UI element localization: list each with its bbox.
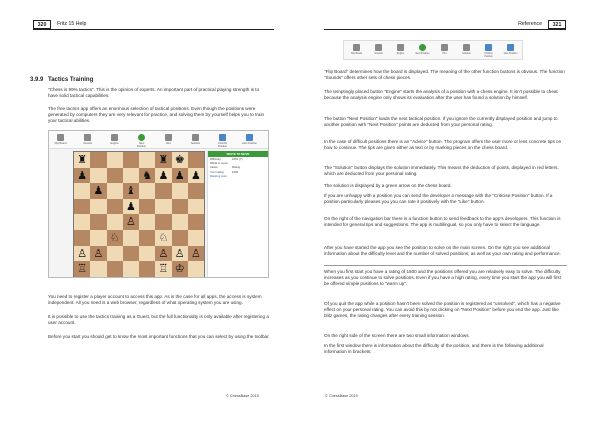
board-square[interactable]: [155, 152, 171, 168]
app-toolbar: [49, 131, 268, 149]
running-title: Fritz 15 Help: [57, 21, 87, 27]
solution-icon: [192, 134, 199, 141]
chess-piece-icon: ♔: [174, 262, 185, 276]
criticize-icon: [485, 44, 492, 51]
toolbar-button-label: Sounds: [83, 142, 92, 145]
toolbar-button[interactable]: [502, 44, 519, 55]
board-square[interactable]: [172, 199, 188, 215]
board-square[interactable]: [107, 261, 123, 277]
chess-piece-icon: ♚: [174, 153, 185, 166]
toolbar-button-label: Next Position: [136, 142, 147, 148]
hint-icon: [165, 134, 172, 141]
flip-board-icon: [353, 44, 360, 51]
paragraph: In the case of difficult positions there is an "Advice" button. The program offers the user more or less concrete tips on how to continue. The tips are given either as text or by marking pieces on the chess board.: [324, 139, 562, 151]
board-square[interactable]: [172, 246, 188, 262]
paragraph: It is possible to use the tactics training as a Guest, but the full functionality is only available after registering a user account.: [48, 314, 269, 326]
toolbar-button[interactable]: [134, 134, 149, 148]
like-icon: [507, 44, 514, 51]
sounds-icon: [84, 134, 91, 141]
chess-piece-icon: ♝: [125, 184, 136, 198]
board-square[interactable]: [155, 183, 171, 199]
board-square[interactable]: [90, 214, 106, 230]
toolbar-button[interactable]: [480, 44, 497, 58]
tactics-app-screenshot: [48, 130, 269, 278]
board-square[interactable]: [123, 152, 139, 168]
board-square[interactable]: [74, 246, 90, 262]
section-title: Tactics Training: [48, 77, 94, 83]
criticize-icon: [219, 134, 226, 141]
board-square[interactable]: [74, 261, 90, 277]
toolbar-button[interactable]: [458, 44, 475, 55]
paragraph: "Chess is 99% tactics". This is the opinion of experts. An important part of practical playing strength is to have solid tactical capabilities.: [48, 87, 260, 99]
paragraph: Of you quit the app while a position hasn't been solved the position is registered as "unsolved", which has a negative effect on your personal rating. You can avoid this by not clicking on "Next Position" before you end the app. Just like blitz games, the rating changes after every training session.: [324, 301, 561, 319]
right-page: [300, 0, 600, 424]
page-number: 320: [33, 20, 51, 29]
paragraph: If you are unhappy with a position you can send the developer a message with the "Criticise Position" button. If a position particularly pleases you you can rate it positively with the "Like" button.: [324, 193, 553, 205]
toolbar-button[interactable]: [436, 44, 453, 55]
board-square[interactable]: [172, 152, 188, 168]
board-square[interactable]: [123, 168, 139, 184]
board-square[interactable]: [155, 199, 171, 215]
board-square[interactable]: [123, 199, 139, 215]
board-square[interactable]: [155, 214, 171, 230]
toolbar-button-label: Solution: [462, 52, 471, 55]
next-position-icon: [419, 44, 426, 51]
board-square[interactable]: [107, 183, 123, 199]
toolbar-button[interactable]: [161, 134, 176, 145]
board-square[interactable]: [139, 152, 155, 168]
board-square[interactable]: [188, 261, 204, 277]
engine-icon: [111, 134, 118, 141]
toolbar-button-label: Engine: [110, 142, 119, 145]
like-icon: [246, 134, 253, 141]
board-square[interactable]: [155, 168, 171, 184]
chess-piece-icon: ♞: [142, 168, 153, 182]
board-square[interactable]: [74, 199, 90, 215]
info-value: 1600: [232, 169, 239, 174]
chess-piece-icon: ♖: [77, 262, 88, 276]
toolbar-button-label: Hint: [442, 52, 447, 55]
board-square[interactable]: [139, 199, 155, 215]
info-label: White to move: [210, 161, 228, 166]
board-square[interactable]: [123, 214, 139, 230]
board-square[interactable]: [139, 183, 155, 199]
toolbar-button-label: Hint: [166, 142, 171, 145]
toolbar-button[interactable]: [414, 44, 431, 55]
board-square[interactable]: [123, 183, 139, 199]
page-footer: © ChessBase 2015: [325, 394, 358, 398]
board-square[interactable]: [74, 168, 90, 184]
board-square[interactable]: [172, 214, 188, 230]
chess-piece-icon: ♟: [93, 184, 104, 198]
paragraph: When you first start you have a rating of 1600 and the positions offered you are relatively easy to solve. The difficulty increases as you continue to solve positions. Even if you have a high rating, every time you start the app you will first be offered simple positions to "warm up".: [324, 269, 561, 287]
board-square[interactable]: [74, 214, 90, 230]
board-square[interactable]: [188, 246, 204, 262]
toolbar-button[interactable]: [242, 134, 257, 145]
toolbar-button-label: Solution: [190, 142, 201, 145]
toolbar-button-label: Sounds: [374, 52, 383, 55]
chess-piece-icon: ♟: [158, 168, 169, 182]
info-label: Your rating:: [210, 169, 225, 174]
paragraph: On the right side of the screen there are two small information windows.: [324, 333, 470, 338]
sounds-icon: [375, 44, 382, 51]
paragraph: After you have started the app you see the position to solve on the main screen. On the right you see additional information about the difficulty level and the number of solved positions, as well as your own rating and performance.: [324, 245, 561, 257]
toolbar-button[interactable]: [188, 134, 203, 145]
board-square[interactable]: [155, 230, 171, 246]
page-header: [33, 20, 274, 30]
chess-piece-icon: ♟: [190, 168, 201, 182]
toolbar-button-label: Flip Board: [54, 142, 67, 145]
chess-piece-icon: ♙: [125, 215, 136, 229]
toolbar-button[interactable]: [215, 134, 230, 148]
chess-piece-icon: ♙: [77, 246, 88, 260]
board-square[interactable]: [123, 261, 139, 277]
board-square[interactable]: [139, 214, 155, 230]
chess-piece-icon: ♜: [158, 153, 169, 166]
board-square[interactable]: [90, 230, 106, 246]
toolbar-button[interactable]: [370, 44, 387, 55]
board-square[interactable]: [139, 230, 155, 246]
board-square[interactable]: [74, 230, 90, 246]
board-square[interactable]: [107, 214, 123, 230]
toolbar-button-label: Next Position: [415, 52, 430, 55]
board-square[interactable]: [188, 230, 204, 246]
toolbar-button-label: Like Position: [503, 52, 518, 55]
chess-piece-icon: ♖: [158, 262, 169, 276]
board-square[interactable]: [172, 230, 188, 246]
board-square[interactable]: [188, 168, 204, 184]
board-square[interactable]: [139, 246, 155, 262]
toolbar-button-label: Criticize Position: [484, 52, 493, 58]
chess-piece-icon: ♘: [158, 230, 169, 244]
chess-piece-icon: ♟: [125, 199, 136, 213]
toolbar-button-label: Criticize Position: [217, 142, 228, 148]
page-header: [324, 20, 566, 30]
board-square[interactable]: [188, 214, 204, 230]
board-square[interactable]: [90, 246, 106, 262]
board-square[interactable]: [172, 168, 188, 184]
board-square[interactable]: [107, 152, 123, 168]
board-square[interactable]: [90, 152, 106, 168]
board-square[interactable]: [139, 261, 155, 277]
chess-piece-icon: ♘: [109, 230, 120, 244]
board-square[interactable]: [155, 246, 171, 262]
flip-board-icon: [57, 134, 64, 141]
paragraph: In the first window there is information about the difficulty of the position, and there is the following additional information in brackets:: [324, 343, 544, 355]
divider: [324, 265, 567, 266]
paragraph: On the right of the navigation bar there is a function button to send feedback to the app's developers. This function is intended for general tips and suggestions. The app is multilingual, so you only have to select the language.: [324, 216, 561, 228]
paragraph: The temptingly placed button "Engine" starts the analysis of a position with a chess engine. It isn't possible to cheat because the analysis engine only shows its evaluation after the user has found a solution by himself.: [324, 89, 558, 101]
toolbar-button[interactable]: [80, 134, 95, 145]
board-square[interactable]: [123, 230, 139, 246]
board-square[interactable]: [90, 199, 106, 215]
chess-piece-icon: ♟: [174, 168, 185, 182]
info-label: Views:: [210, 165, 219, 170]
board-square[interactable]: [74, 183, 90, 199]
paragraph: The button "Next Position" loads the next tactical position. If you ignore the currently displayed position and jump to another position with "Next Position" points are deducted from your personal rating.: [324, 116, 558, 128]
solution-icon: [463, 44, 470, 51]
board-square[interactable]: [188, 199, 204, 215]
running-title: Reference: [518, 21, 542, 27]
board-square[interactable]: [139, 168, 155, 184]
chess-piece-icon: ♙: [93, 246, 104, 260]
board-square[interactable]: [155, 261, 171, 277]
paragraph: "Flip Board" determines how the board is displayed. The meaning of the other function buttons is obvious. The function "Sounds" offers other sets of chess pieces.: [324, 69, 565, 81]
page-footer: © ChessBase 2015: [226, 394, 259, 398]
toolbar-button-label: Like Position: [242, 142, 257, 145]
toolbar-button[interactable]: [392, 44, 409, 55]
paragraph: The free tactics app offers an enormous selection of tactical positions. Even though the positions were generated by computers they are very relevant for practice, and solving them by yourself helps you to train your tactical abilities.: [48, 106, 265, 124]
board-square[interactable]: [188, 183, 204, 199]
info-value: 1651 (?): [232, 157, 243, 161]
board-square[interactable]: [90, 183, 106, 199]
info-panel: [207, 151, 268, 277]
paragraph: Before you start you should get to know the most important functions that you can select by using the toolbar.: [48, 334, 270, 339]
board-square[interactable]: [74, 152, 90, 168]
toolbar-button[interactable]: [107, 134, 122, 145]
toolbar-button-label: Engine: [396, 52, 405, 55]
hint-icon: [441, 44, 448, 51]
board-square[interactable]: [107, 230, 123, 246]
toolbar-button-label: Flip Board: [351, 52, 362, 55]
board-square[interactable]: [107, 199, 123, 215]
board-square[interactable]: [188, 152, 204, 168]
chess-piece-icon: ♜: [77, 153, 88, 166]
ranking-lists-link[interactable]: Ranking Lists: [210, 173, 227, 178]
chess-piece-icon: ♙: [174, 246, 185, 260]
info-label: Difficulty:: [210, 157, 222, 161]
chess-board: [73, 151, 205, 277]
toolbar-button[interactable]: [53, 134, 68, 145]
board-square[interactable]: [172, 183, 188, 199]
board-square[interactable]: [107, 168, 123, 184]
board-square[interactable]: [90, 261, 106, 277]
engine-icon: [397, 44, 404, 51]
chess-piece-icon: ♟: [77, 168, 88, 182]
paragraph: The "Solution" button displays the solution immediately. This means the deduction of points, displayed in red letters, which are deducted from your personal rating.: [324, 165, 559, 177]
paragraph: The solution is displayed by a green arrow on the chess board.: [324, 183, 452, 188]
page-number: 321: [548, 20, 566, 29]
info-value: Rating: [232, 165, 241, 170]
toolbar-button[interactable]: [348, 44, 365, 55]
next-position-icon: [138, 134, 145, 141]
toolbar-figure: [343, 40, 523, 60]
board-square[interactable]: [172, 261, 188, 277]
section-number: 3.9.9: [30, 77, 44, 83]
board-square[interactable]: [90, 168, 106, 184]
chess-piece-icon: ♙: [158, 246, 169, 260]
board-square[interactable]: [107, 246, 123, 262]
board-square[interactable]: [123, 246, 139, 262]
chess-piece-icon: ♙: [190, 246, 201, 260]
panel-title: WHITE TO MOVE: [208, 151, 268, 157]
paragraph: You need to register a player account to access this app. As is the case for all apps, the access is system independent. All you need is a web browser, regardless of what operating system you are using.: [48, 294, 262, 306]
